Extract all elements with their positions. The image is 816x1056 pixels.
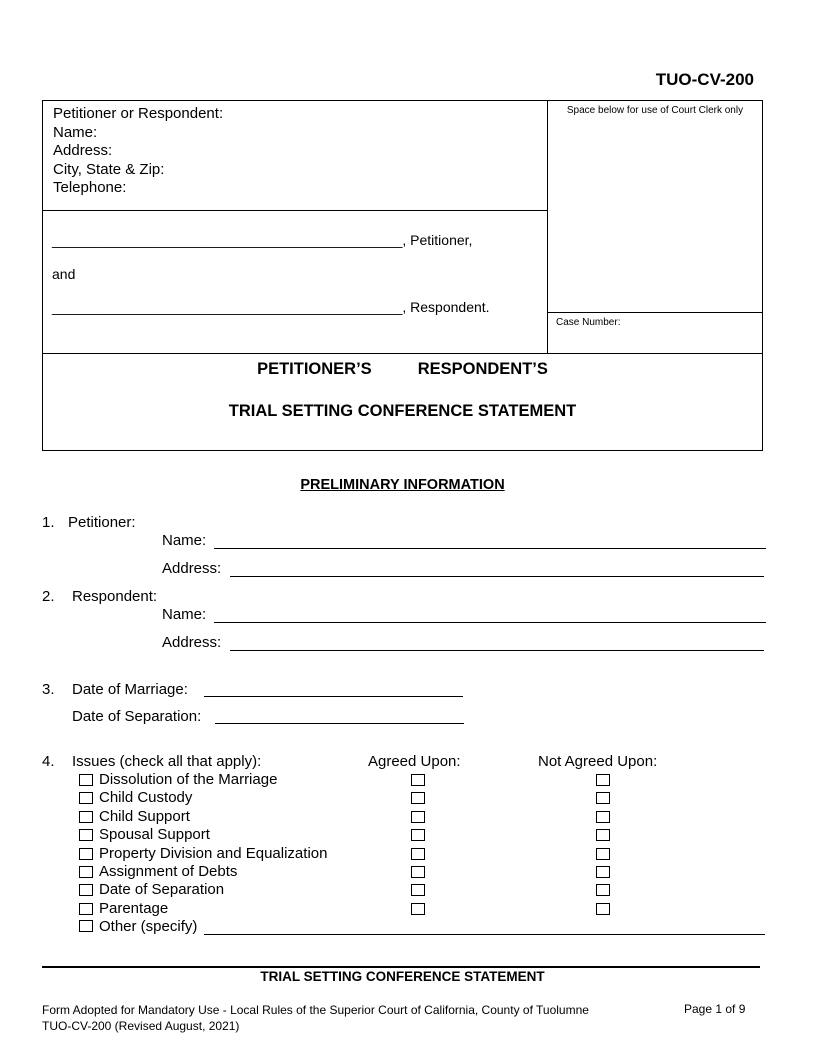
item-2-label: Respondent: (72, 588, 158, 605)
agreed-upon-header: Agreed Upon: (368, 753, 461, 770)
issue-checkbox-other[interactable] (79, 920, 93, 932)
issue-label: Child Custody (99, 789, 193, 807)
not-agreed-upon-checkbox[interactable] (596, 792, 610, 804)
issue-label: Dissolution of the Marriage (99, 771, 278, 788)
not-agreed-upon-checkbox[interactable] (596, 866, 610, 878)
party-role-label: Petitioner or Respondent: (53, 105, 224, 122)
agreed-upon-checkbox[interactable] (411, 848, 425, 860)
agreed-upon-checkbox[interactable] (411, 811, 425, 823)
not-agreed-upon-checkbox[interactable] (596, 903, 610, 915)
form-id: TUO-CV-200 (655, 70, 754, 89)
not-agreed-upon-checkbox[interactable] (596, 829, 610, 841)
issue-checkbox[interactable] (79, 811, 93, 823)
party-city-label: City, State & Zip: (53, 160, 165, 178)
item-3-number: 3. (42, 681, 55, 698)
item-1-label: Petitioner: (68, 514, 136, 531)
item-4-number: 4. (42, 753, 55, 770)
footer-title: TRIAL SETTING CONFERENCE STATEMENT (260, 969, 545, 984)
case-number-box[interactable] (547, 312, 763, 354)
issue-label: Property Division and Equalization (99, 844, 328, 862)
not-agreed-upon-header: Not Agreed Upon: (538, 753, 658, 770)
case-number-label: Case Number: (556, 317, 621, 328)
date-of-marriage-field[interactable] (204, 696, 463, 697)
issue-checkbox[interactable] (79, 829, 93, 841)
issue-label: Date of Separation (99, 881, 225, 899)
respondent-name-label: Name: (162, 606, 207, 623)
agreed-upon-checkbox[interactable] (411, 903, 425, 915)
not-agreed-upon-checkbox[interactable] (596, 811, 610, 823)
petitioner-address-label: Address: (162, 560, 222, 577)
petitioner-address-field[interactable] (230, 576, 764, 577)
respondent-address-field[interactable] (230, 650, 764, 651)
date-of-separation-label: Date of Separation: (72, 708, 202, 725)
agreed-upon-checkbox[interactable] (411, 884, 425, 896)
court-clerk-box (547, 100, 763, 313)
item-2-number: 2. (42, 588, 55, 605)
date-of-separation-field[interactable] (215, 723, 464, 724)
respondent-caption-line[interactable]: _____________________________________________, Respondent. (52, 299, 490, 315)
issue-label: Parentage (99, 899, 169, 917)
other-specify-field[interactable] (204, 934, 765, 935)
agreed-upon-checkbox[interactable] (411, 829, 425, 841)
issues-label: Issues (check all that apply): (72, 753, 262, 770)
other-specify-label: Other (specify) (99, 918, 198, 935)
caption-and: and (52, 266, 76, 282)
petitioner-caption-line[interactable]: _____________________________________________, Petitioner, (52, 232, 473, 248)
not-agreed-upon-checkbox[interactable] (596, 848, 610, 860)
footer-revision-line: TUO-CV-200 (Revised August, 2021) (42, 1019, 240, 1033)
issue-label: Spousal Support (99, 826, 210, 844)
petitioner-name-label: Name: (162, 532, 207, 549)
issue-label: Assignment of Debts (99, 863, 238, 880)
date-of-marriage-label: Date of Marriage: (72, 681, 188, 698)
issue-checkbox[interactable] (79, 884, 93, 896)
issue-label: Child Support (99, 807, 190, 825)
petitioner-name-field[interactable] (214, 548, 766, 549)
party-address-label: Address: (53, 142, 113, 159)
not-agreed-upon-checkbox[interactable] (596, 774, 610, 786)
item-1-number: 1. (42, 514, 55, 531)
party-telephone-label: Telephone: (53, 179, 127, 196)
party-name-label: Name: (53, 123, 98, 141)
issue-checkbox[interactable] (79, 792, 93, 804)
issue-checkbox[interactable] (79, 774, 93, 786)
clerk-note: Space below for use of Court Clerk only (566, 105, 744, 116)
page-number: Page 1 of 9 (684, 1002, 746, 1016)
agreed-upon-checkbox[interactable] (411, 866, 425, 878)
respondent-address-label: Address: (162, 634, 222, 651)
not-agreed-upon-checkbox[interactable] (596, 884, 610, 896)
footer-adoption-line: Form Adopted for Mandatory Use - Local Rules of the Superior Court of California, County of Tuolumne (42, 1003, 589, 1017)
petitioners-option[interactable]: PETITIONER’S (257, 360, 372, 378)
issue-checkbox[interactable] (79, 903, 93, 915)
document-title: TRIAL SETTING CONFERENCE STATEMENT (228, 402, 577, 420)
agreed-upon-checkbox[interactable] (411, 792, 425, 804)
footer-rule (42, 966, 760, 968)
section-heading: PRELIMINARY INFORMATION (300, 477, 505, 493)
respondents-option[interactable]: RESPONDENT’S (417, 360, 548, 378)
title-party-line (42, 360, 763, 379)
issue-checkbox[interactable] (79, 848, 93, 860)
footer-notice (42, 1002, 589, 1034)
agreed-upon-checkbox[interactable] (411, 774, 425, 786)
party-info-box (42, 100, 548, 211)
issue-checkbox[interactable] (79, 866, 93, 878)
respondent-name-field[interactable] (214, 622, 766, 623)
